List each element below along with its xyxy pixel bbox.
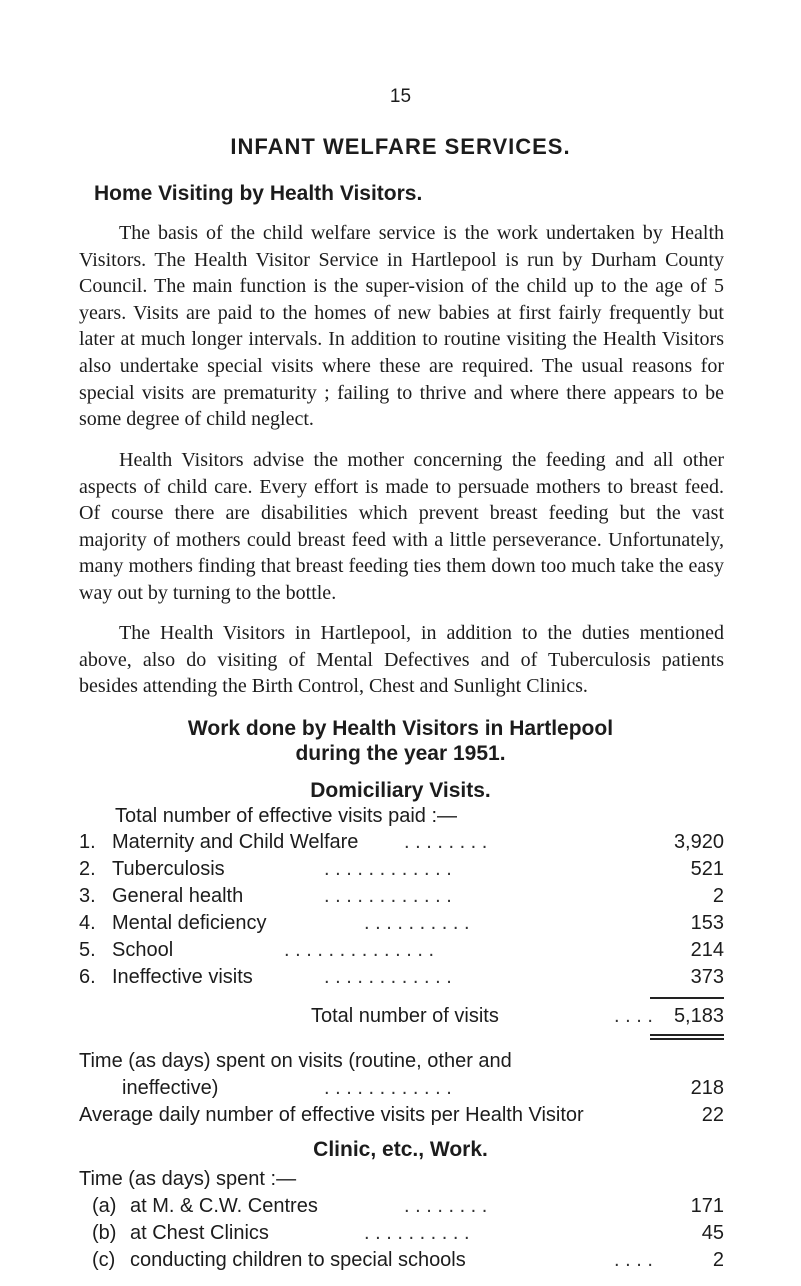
row-value: 521 [690, 858, 724, 880]
row-label: conducting children to special schools [130, 1249, 466, 1271]
row-number: 5. [79, 939, 96, 961]
average-row [79, 1102, 724, 1129]
row-value: 373 [690, 966, 724, 988]
clinic-work-heading: Clinic, etc., Work. [313, 1138, 488, 1161]
visits-intro: Total number of effective visits paid :— [115, 805, 458, 827]
total-row [79, 1003, 724, 1030]
work-done-heading-1: Work done by Health Visitors in Hartlepool [187, 717, 614, 740]
row-label: Maternity and Child Welfare [112, 831, 359, 853]
average-label: Average daily number of effective visits per Health Visitor [79, 1104, 584, 1126]
leader-dots: . . . . . . . . . . [364, 1222, 470, 1244]
row-value: 214 [690, 939, 724, 961]
row-value: 2 [712, 1249, 724, 1271]
row-number: 1. [79, 831, 96, 853]
row-value: 3,920 [673, 831, 724, 853]
work-done-heading-2: during the year 1951. [295, 742, 506, 765]
row-key: (b) [92, 1222, 117, 1244]
domiciliary-visits-heading: Domiciliary Visits. [310, 779, 491, 802]
leader-dots: . . . . . . . . [404, 1195, 488, 1217]
leader-dots: . . . . . . . . . . . . [324, 885, 452, 907]
row-number: 2. [79, 858, 96, 880]
leader-dots: . . . . . . . . [404, 831, 488, 853]
time-spent-line-2: ineffective) [122, 1077, 219, 1099]
row-label: Tuberculosis [112, 858, 225, 880]
leader-dots: . . . . . . . . . . . . . . [284, 939, 435, 961]
row-key: (c) [92, 1249, 116, 1271]
visit-row [79, 910, 724, 937]
visit-row [79, 883, 724, 910]
page-number: 15 [389, 86, 412, 107]
row-label: Ineffective visits [112, 966, 253, 988]
time-spent-line-1: Time (as days) spent on visits (routine, other and [79, 1050, 512, 1072]
total-double-rule-bottom [650, 1038, 724, 1040]
page-title: INFANT WELFARE SERVICES. [230, 134, 571, 159]
time-spent-value: 218 [690, 1077, 724, 1099]
row-value: 153 [690, 912, 724, 934]
total-label: Total number of visits [311, 1005, 499, 1027]
row-value: 171 [690, 1195, 724, 1217]
row-label: at Chest Clinics [130, 1222, 269, 1244]
leader-dots: . . . . . . . . . . . . [324, 966, 452, 988]
row-value: 45 [701, 1222, 724, 1244]
clinic-intro: Time (as days) spent :— [79, 1168, 297, 1190]
clinic-row [79, 1193, 724, 1220]
row-value: 2 [712, 885, 724, 907]
average-value: 22 [701, 1104, 724, 1126]
row-label: School [112, 939, 174, 961]
home-visiting-heading: Home Visiting by Health Visitors. [94, 182, 423, 205]
row-number: 4. [79, 912, 96, 934]
clinic-row [79, 1220, 724, 1247]
leader-dots: . . . . . . . . . . . . [324, 1077, 452, 1099]
visit-row [79, 964, 724, 991]
row-label: at M. & C.W. Centres [130, 1195, 318, 1217]
clinic-row [79, 1247, 724, 1274]
leader-dots: . . . . [614, 1249, 653, 1271]
paragraph-1: The basis of the child welfare service is the work undertaken by Health Visitors. The Health Visitor Service in Hartlepool is run by Durham County Council. The main function is the super-vision of the child up to the age of 5 years. Visits are paid to the homes of new babies at first fairly frequently but later at much longer intervals. In addition to routine visiting the Health Visitors also undertake special visits where these are required. The usual reasons for special visits are prematurity ; failing to thrive and where there appears to be some degree of child neglect. [79, 222, 724, 431]
leader-dots: . . . . [614, 1005, 653, 1027]
paragraph-2: Health Visitors advise the mother concerning the feeding and all other aspects of child care. Every effort is made to persuade mothers to breast feed. Of course there are disabilities which prevent breast feeding but the vast majority of mothers could breast feed with a little perseverance. Unfortunately, many mothers finding that breast feeding ties them down too much take the easy way out by turning to the bottle. [79, 449, 724, 604]
visit-row [79, 856, 724, 883]
leader-dots: . . . . . . . . . . . . [324, 858, 452, 880]
total-value: 5,183 [673, 1005, 724, 1027]
row-number: 3. [79, 885, 96, 907]
subtotal-rule [650, 997, 724, 999]
time-spent-row [79, 1075, 724, 1102]
row-key: (a) [92, 1195, 117, 1217]
row-label: General health [112, 885, 244, 907]
row-label: Mental deficiency [112, 912, 267, 934]
leader-dots: . . . . . . . . . . [364, 912, 470, 934]
row-number: 6. [79, 966, 96, 988]
visit-row [79, 937, 724, 964]
paragraph-3: The Health Visitors in Hartlepool, in addition to the duties mentioned above, also do visiting of Mental Defectives and of Tuberculosis patients besides attending the Birth Control, Chest and Sunlight Clinics. [79, 622, 724, 698]
total-double-rule-top [650, 1034, 724, 1036]
visit-row [79, 829, 724, 856]
